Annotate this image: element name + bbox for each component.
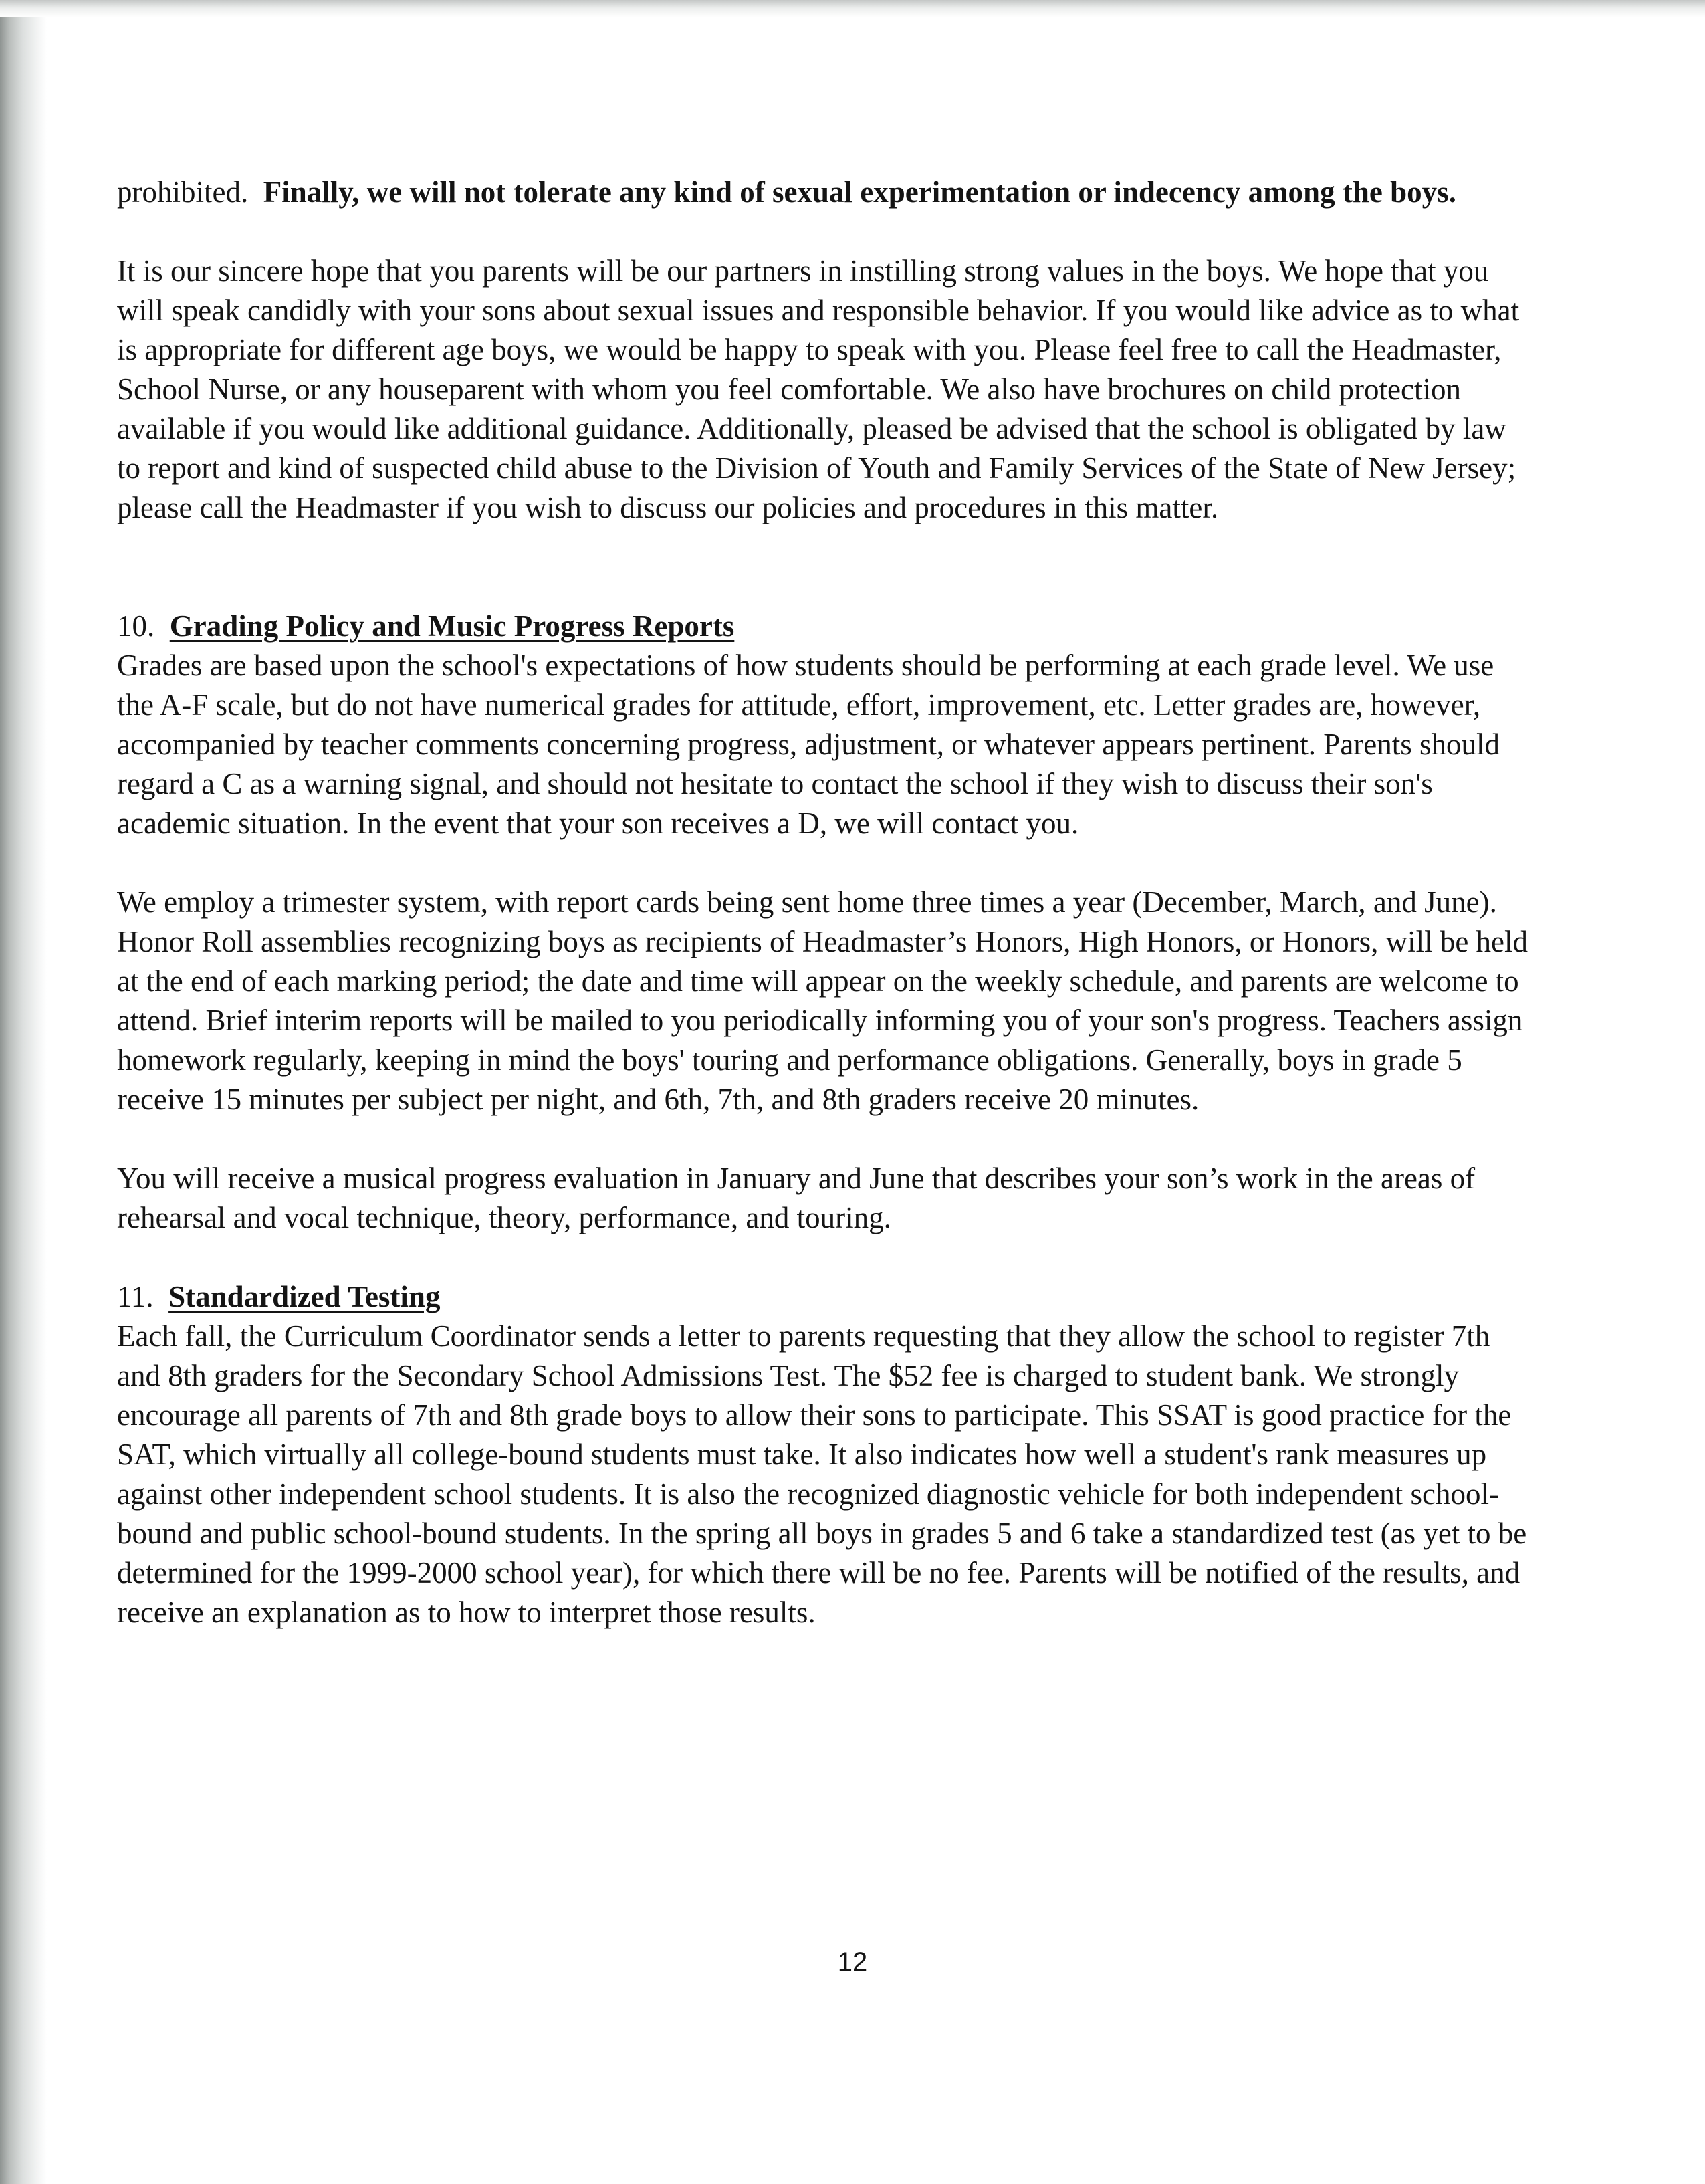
paragraph-spacer: [117, 1119, 1534, 1159]
intro-paragraph: [117, 173, 1534, 212]
paragraph-spacer: [117, 212, 1534, 251]
section-10-title: Grading Policy and Music Progress Reports: [169, 609, 735, 643]
section-10-number: 10.: [117, 609, 155, 643]
intro-bold-statement: Finally, we will not tolerate any kind of sexual experimentation or indecency among the boys.: [263, 175, 1456, 209]
scan-spine-shadow: [0, 0, 47, 2184]
grading-paragraph-1: Grades are based upon the school's expectations of how students should be performing at each grade level. We use the A-F scale, but do not have numerical grades for attitude, effort, improvement, etc. Letter grades are, however, accompanied by teacher comments concerning progress, adjustment, or whatever appears pertinent. Parents should regard a C as a warning signal, and should not hesitate to contact the school if they wish to discuss their son's academic situation. In the event that your son receives a D, we will contact you.: [117, 649, 1500, 840]
section-11-heading: [117, 1277, 1534, 1317]
grading-paragraph-2: We employ a trimester system, with report cards being sent home three times a year (December, March, and June). Honor Roll assemblies recognizing boys as recipients of Headmaster’s Honors, High Honors, or Honors, will be held at the end of each marking period; the date and time will appear on the weekly schedule, and parents are welcome to attend. Brief interim reports will be mailed to you periodically informing you of your son's progress. Teachers assign homework regularly, keeping in mind the boys' touring and performance obligations. Generally, boys in grade 5 receive 15 minutes per subject per night, and 6th, 7th, and 8th graders receive 20 minutes.: [117, 885, 1528, 1116]
intro-lead-text: prohibited.: [117, 175, 249, 209]
page-body: [117, 173, 1534, 1632]
paragraph-spacer: [117, 843, 1534, 883]
page-number: 12: [837, 1947, 868, 1977]
scan-top-shadow: [0, 0, 1705, 17]
section-10-heading: [117, 607, 1534, 646]
grading-paragraph-3: You will receive a musical progress evaluation in January and June that describes your son’s work in the areas of rehearsal and vocal technique, theory, performance, and touring.: [117, 1162, 1476, 1234]
testing-paragraph: Each fall, the Curriculum Coordinator sends a letter to parents requesting that they allow the school to register 7th and 8th graders for the Secondary School Admissions Test. The $52 fee is charged to student bank. We strongly encourage all parents of 7th and 8th grade boys to allow their sons to participate. This SSAT is good practice for the SAT, which virtually all college-bound students must take. It also indicates how well a student's rank measures up against other independent school students. It is also the recognized diagnostic vehicle for both independent school-bound and public school-bound students. In the spring all boys in grades 5 and 6 take a standardized test (as yet to be determined for the 1999-2000 school year), for which there will be no fee. Parents will be notified of the results, and receive an explanation as to how to interpret those results.: [117, 1319, 1527, 1629]
section-11-title: Standardized Testing: [168, 1280, 441, 1313]
section-spacer: [117, 1238, 1534, 1277]
partners-paragraph: It is our sincere hope that you parents will be our partners in instilling strong values in the boys. We hope that you will speak candidly with your sons about sexual issues and responsible behavior. If you would like advice as to what is appropriate for different age boys, we would be happy to speak with you. Please feel free to call the Headmaster, School Nurse, or any houseparent with whom you feel comfortable. We also have brochures on child protection available if you would like additional guidance. Additionally, pleased be advised that the school is obligated by law to report and kind of suspected child abuse to the Division of Youth and Family Services of the State of New Jersey; please call the Headmaster if you wish to discuss our policies and procedures in this matter.: [117, 254, 1520, 524]
section-11-number: 11.: [117, 1280, 154, 1313]
section-spacer: [117, 528, 1534, 607]
